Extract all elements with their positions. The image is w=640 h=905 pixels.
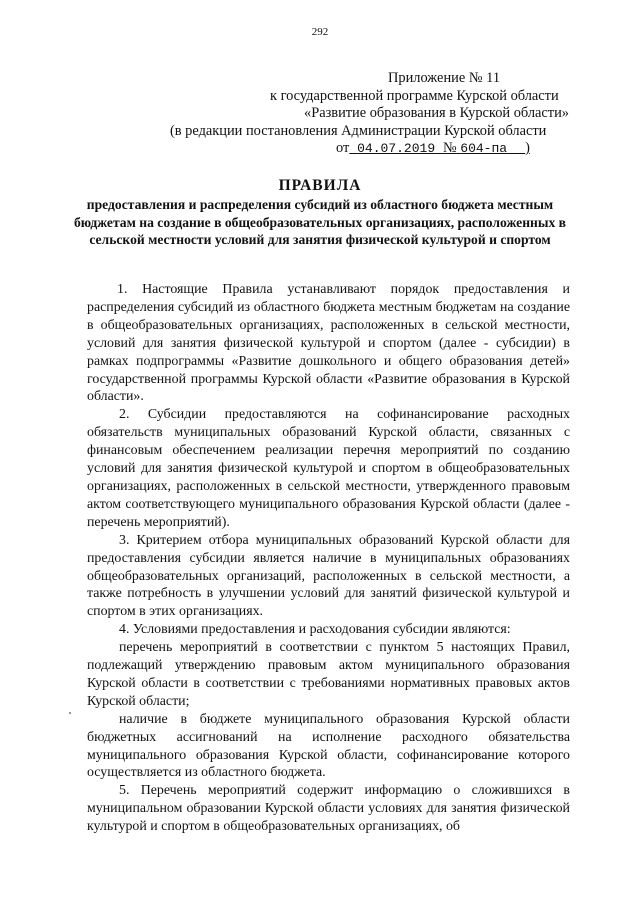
paragraph-4-condition-2: наличие в бюджете муниципального образования Курской области бюджетных ассигнований на исполнение расходного обязательства муниципального образования Курской области, софинансирование которого осуществляется из областного бюджета. <box>87 711 570 781</box>
paragraph-4: 4. Условиями предоставления и расходования субсидии являются: <box>119 622 511 638</box>
appendix-revision: (в редакции постановления Администрации Курской области <box>170 122 547 139</box>
decree-close-paren: ) <box>525 140 530 156</box>
appendix-title: Приложение № 11 <box>388 70 501 86</box>
paragraph-5: 5. Перечень мероприятий содержит информацию о сложившихся в муниципальном образовании Курской области условиях для занятия физической культурой и спортом в общеобразовательных организациях, об <box>87 783 570 835</box>
appendix-header <box>170 70 575 158</box>
decree-number-label: № <box>442 140 457 156</box>
decree-date: 04.07.2019 <box>357 141 436 156</box>
appendix-program: к государственной программе Курской области <box>270 87 559 104</box>
document-body <box>87 281 570 836</box>
appendix-program-name: «Развитие образования в Курской области» <box>304 105 569 121</box>
decree-from-label: от <box>336 140 350 156</box>
decree-number: 604-па <box>460 141 508 156</box>
paragraph-4-condition-1: перечень мероприятий в соответствии с пунктом 5 настоящих Правил, подлежащий утверждению правовым актом муниципального образования Курской области в соответствии с требованиями нормативных правовых актов Курской области; <box>87 640 570 709</box>
document-subtitle: предоставления и распределения субсидий из областного бюджета местным бюджетам на создание в общеобразовательных организациях, расположенных в сельской местности условий для занятия физической культурой и спортом <box>73 197 567 247</box>
paragraph-3: 3. Критерием отбора муниципальных образований Курской области для предоставления субсидии является наличие в муниципальных образованиях общеобразовательных организаций, расположенных в сельской местности, а также потребность в улучшении условий для занятий физической культурой и спортом в этих организациях. <box>87 532 570 620</box>
scan-speck <box>69 712 71 714</box>
document-title-block <box>60 176 580 249</box>
appendix-decree-line <box>170 140 575 158</box>
document-title: ПРАВИЛА <box>278 177 362 194</box>
paragraph-2: 2. Субсидии предоставляются на софинансирование расходных обязательств муниципальных образований Курской области, связанных с финансовым обеспечением реализации перечня мероприятий по созданию условий для занятия физической культурой и спортом в общеобразовательных организациях, расположенных в сельской местности, утвержденного правовым актом соответствующего муниципального образования Курской области (далее - перечень мероприятий). <box>87 407 570 530</box>
page-number: 292 <box>311 26 329 38</box>
paragraph-1: 1. Настоящие Правила устанавливают порядок предоставления и распределения субсидий из областного бюджета местным бюджетам на создание в общеобразовательных организациях, расположенных в сельской местности, условий для занятия физической культурой и спортом (далее - субсидии) в рамках подпрограммы «Развитие дошкольного и общего образования детей» государственной программы Курской области «Развитие образования в Курской области». <box>87 282 570 405</box>
